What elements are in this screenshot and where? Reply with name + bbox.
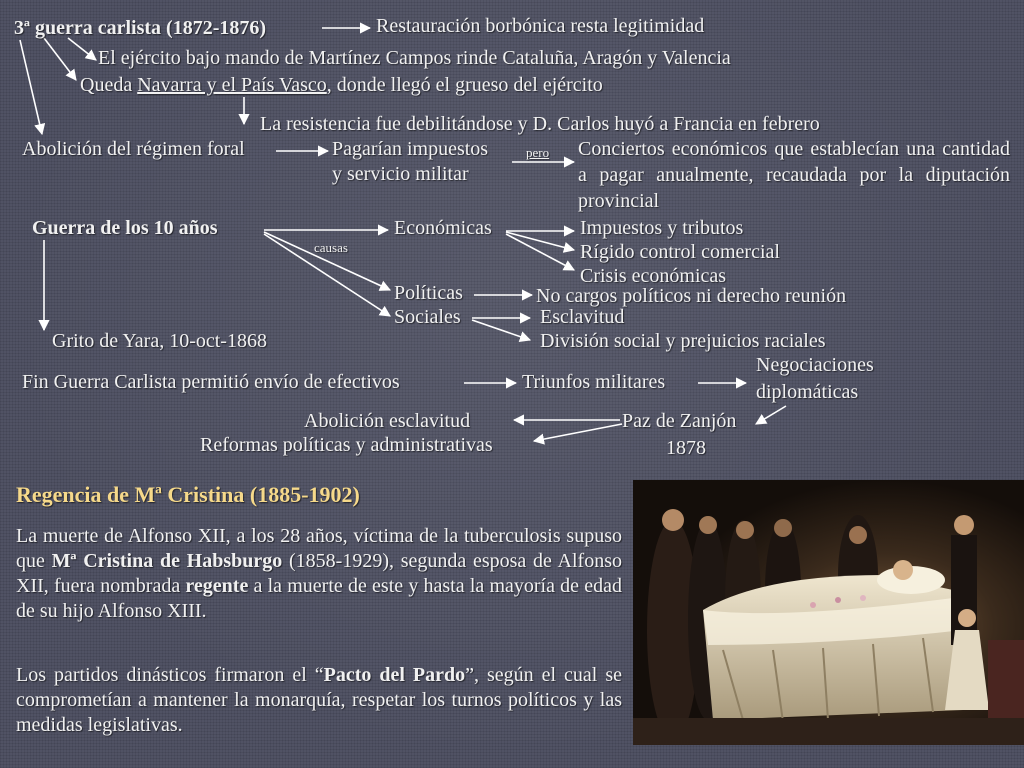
army-text: El ejército bajo mando de Martínez Campos rinde Cataluña, Aragón y Valencia xyxy=(98,47,731,69)
arrow-title-army xyxy=(68,38,96,60)
pero-label: pero xyxy=(526,145,550,160)
carlist-war-title: 3ª guerra carlista (1872-1876) xyxy=(14,17,267,39)
triunfos-militares: Triunfos militares xyxy=(522,371,666,393)
p1-text-e: a la muerte de este y hasta la mayoría de edad de su hijo Alfonso XIII. xyxy=(16,575,622,622)
arrow-title-navarra xyxy=(44,38,76,80)
p1-text-a: La muerte de Alfonso XII, a los 28 años, víctima de la tuberculosis supuso que xyxy=(16,525,622,572)
p2-text-b: Pacto del Pardo xyxy=(323,664,466,686)
social-cause-1: Esclavitud xyxy=(540,306,625,328)
causas-label: causas xyxy=(314,240,348,255)
fin-guerra-text: Fin Guerra Carlista permitió envío de efectivos xyxy=(22,371,400,393)
regencia-paragraph-2 xyxy=(16,663,622,738)
paz-zanjon-line-1: Paz de Zanjón xyxy=(622,410,737,432)
negociaciones-line-2: diplomáticas xyxy=(756,381,859,403)
arrow-paz-reformas xyxy=(534,424,622,441)
navarra-text xyxy=(80,73,603,97)
painting-illustration xyxy=(633,480,1024,745)
navarra-underlined: Navarra y el País Vasco xyxy=(137,74,327,96)
regencia-paragraph-1 xyxy=(16,524,622,624)
navarra-prefix: Queda xyxy=(80,74,138,96)
paz-zanjon-line-2: 1878 xyxy=(666,437,706,459)
taxes-line-1: Pagarían impuestos xyxy=(332,138,489,160)
politicas-label: Políticas xyxy=(394,282,463,304)
arrow-econ-control xyxy=(506,232,574,250)
arrow-title-abolition xyxy=(20,40,42,134)
arrow-negociaciones-paz xyxy=(756,406,786,424)
regencia-heading: Regencia de Mª Cristina (1885-1902) xyxy=(16,482,360,507)
conciertos-text: Conciertos económicos que establecían una cantidad a pagar anualmente, recaudada por la diputación provincial xyxy=(578,138,1010,212)
restoration-text: Restauración borbónica resta legitimidad xyxy=(376,15,705,37)
taxes-line-2: y servicio militar xyxy=(332,163,469,185)
p1-text-c: (1858-1929), segunda esposa de Alfonso XII, fuera nombrada xyxy=(16,550,622,597)
reformas-text: Reformas políticas y administrativas xyxy=(200,434,493,456)
economic-cause-1: Impuestos y tributos xyxy=(580,217,744,239)
economicas-label: Económicas xyxy=(394,217,492,239)
economic-cause-3: Crisis económicas xyxy=(580,265,727,287)
resistance-text: La resistencia fue debilitándose y D. Carlos huyó a Francia en febrero xyxy=(260,113,820,135)
ten-years-war-title: Guerra de los 10 años xyxy=(32,217,218,239)
arrow-econ-crisis xyxy=(506,234,574,270)
abolicion-esclavitud: Abolición esclavitud xyxy=(304,410,471,432)
abolition-regimen-foral: Abolición del régimen foral xyxy=(22,138,245,160)
political-cause: No cargos políticos ni derecho reunión xyxy=(536,285,847,307)
navarra-suffix: , donde llegó el grueso del ejército xyxy=(326,74,603,96)
painting-death-alfonso-xii xyxy=(633,480,1024,745)
arrow-sociales-division xyxy=(472,320,530,340)
sociales-label: Sociales xyxy=(394,306,461,328)
p2-text-c: ”, según el cual se comprometían a mantener la monarquía, respetar los turnos políticos y las medidas legislativas. xyxy=(16,664,622,736)
economic-cause-2: Rígido control comercial xyxy=(580,241,780,263)
negociaciones-line-1: Negociaciones xyxy=(756,354,874,376)
p2-text-a: Los partidos dinásticos firmaron el “ xyxy=(16,664,324,686)
social-cause-2: División social y prejuicios raciales xyxy=(540,330,826,352)
grito-de-yara: Grito de Yara, 10-oct-1868 xyxy=(52,330,267,352)
p1-text-b: Mª Cristina de Habsburgo xyxy=(51,550,283,572)
p1-text-d: regente xyxy=(185,575,249,597)
